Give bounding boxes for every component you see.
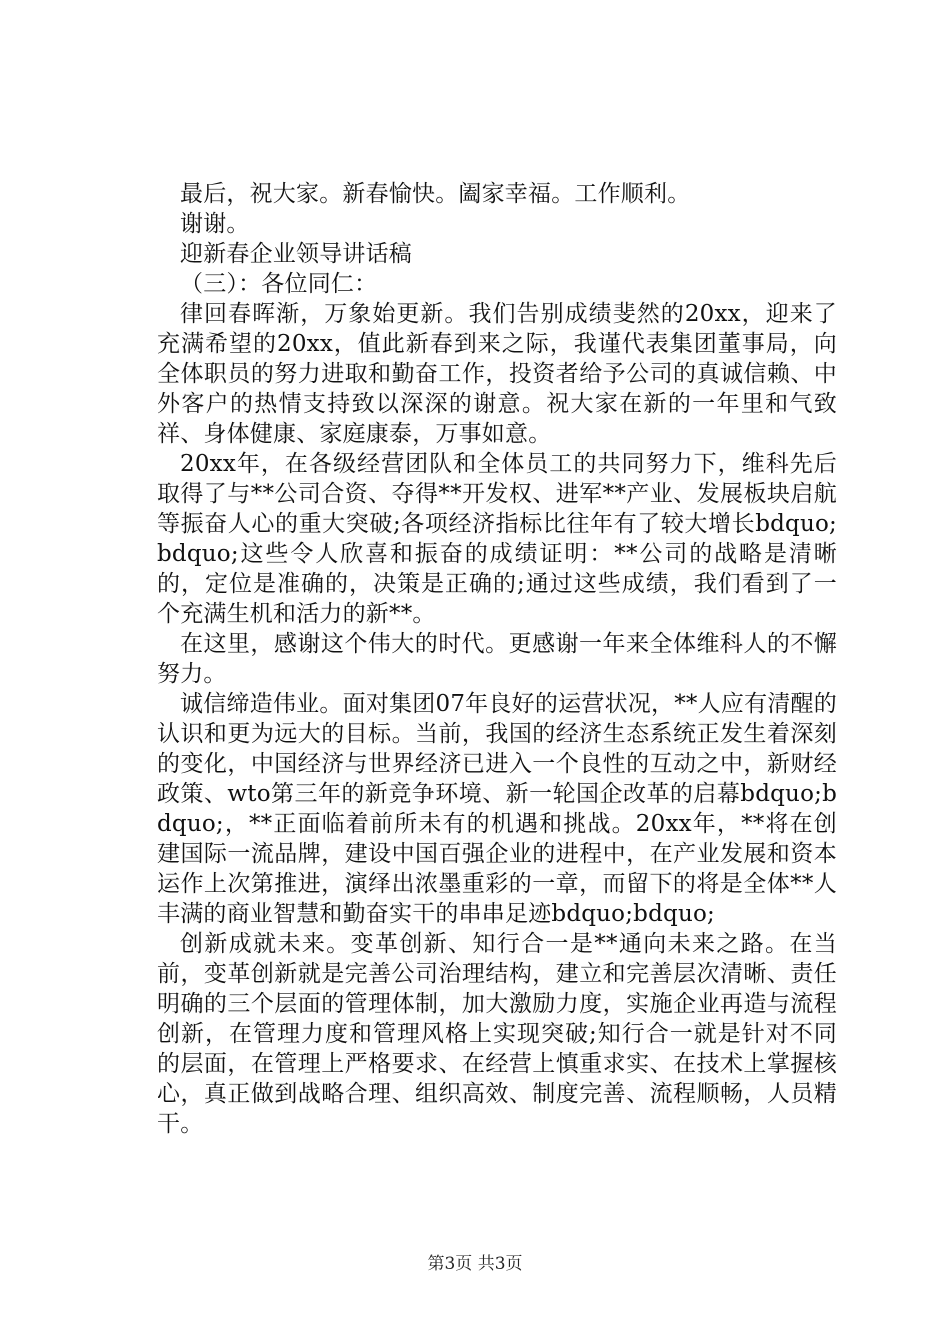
salutation: （三）：各位同仁： [180,271,378,297]
body-paragraph: 创新成就未来。变革创新、知行合一是**通向未来之路。在当前，变革创新就是完善公司治理结构，建立和完善层次清晰、责任明确的三个层面的管理体制，加大激励力度，实施企业再造与流程创新，在管理力度和管理风格上实现突破;知行合一就是针对不同的层面，在管理上严格要求、在经营上慎重求实、在技术上掌握核心，真正做到战略合理、组织高效、制度完善、流程顺畅，人员精干。 [157,931,837,1137]
speech-title: 迎新春企业领导讲话稿 [180,241,412,267]
body-paragraph: 20xx年，在各级经营团队和全体员工的共同努力下，维科先后取得了与**公司合资、夺得**开发权、进军**产业、发展板块启航等振奋人心的重大突破;各项经济指标比往年有了较大增长bdquo;bdquo;这些令人欣喜和振奋的成绩证明：**公司的战略是清晰的，定位是准确的，决策是正确的;通过这些成绩，我们看到了一个充满生机和活力的新**。 [157,451,837,627]
page-number-footer: 第3页 共3页 [427,1254,523,1274]
thanks-paragraph: 谢谢。 [180,211,250,237]
body-paragraph: 律回春晖渐，万象始更新。我们告别成绩斐然的20xx，迎来了充满希望的20xx，值此新春到来之际，我谨代表集团董事局，向全体职员的努力进取和勤奋工作，投资者给予公司的真诚信赖、中外客户的热情支持致以深深的谢意。祝大家在新的一年里和气致祥、身体健康、家庭康泰，万事如意。 [157,301,837,447]
body-paragraph: 在这里，感谢这个伟大的时代。更感谢一年来全体维科人的不懈努力。 [157,631,837,687]
body-paragraph: 诚信缔造伟业。面对集团07年良好的运营状况，**人应有清醒的认识和更为远大的目标。当前，我国的经济生态系统正发生着深刻的变化，中国经济与世界经济已进入一个良性的互动之中，新财经政策、wto第三年的新竞争环境、新一轮国企改革的启幕bdquo;bdquo;，**正面临着前所未有的机遇和挑战。20xx年，**将在创建国际一流品牌，建设中国百强企业的进程中，在产业发展和资本运作上次第推进，演绎出浓墨重彩的一章，而留下的将是全体**人丰满的商业智慧和勤奋实干的串串足迹bdquo;bdquo; [157,691,837,927]
closing-wishes-paragraph: 最后，祝大家。新春愉快。阖家幸福。工作顺利。 [180,181,691,207]
document-body [157,179,837,1139]
